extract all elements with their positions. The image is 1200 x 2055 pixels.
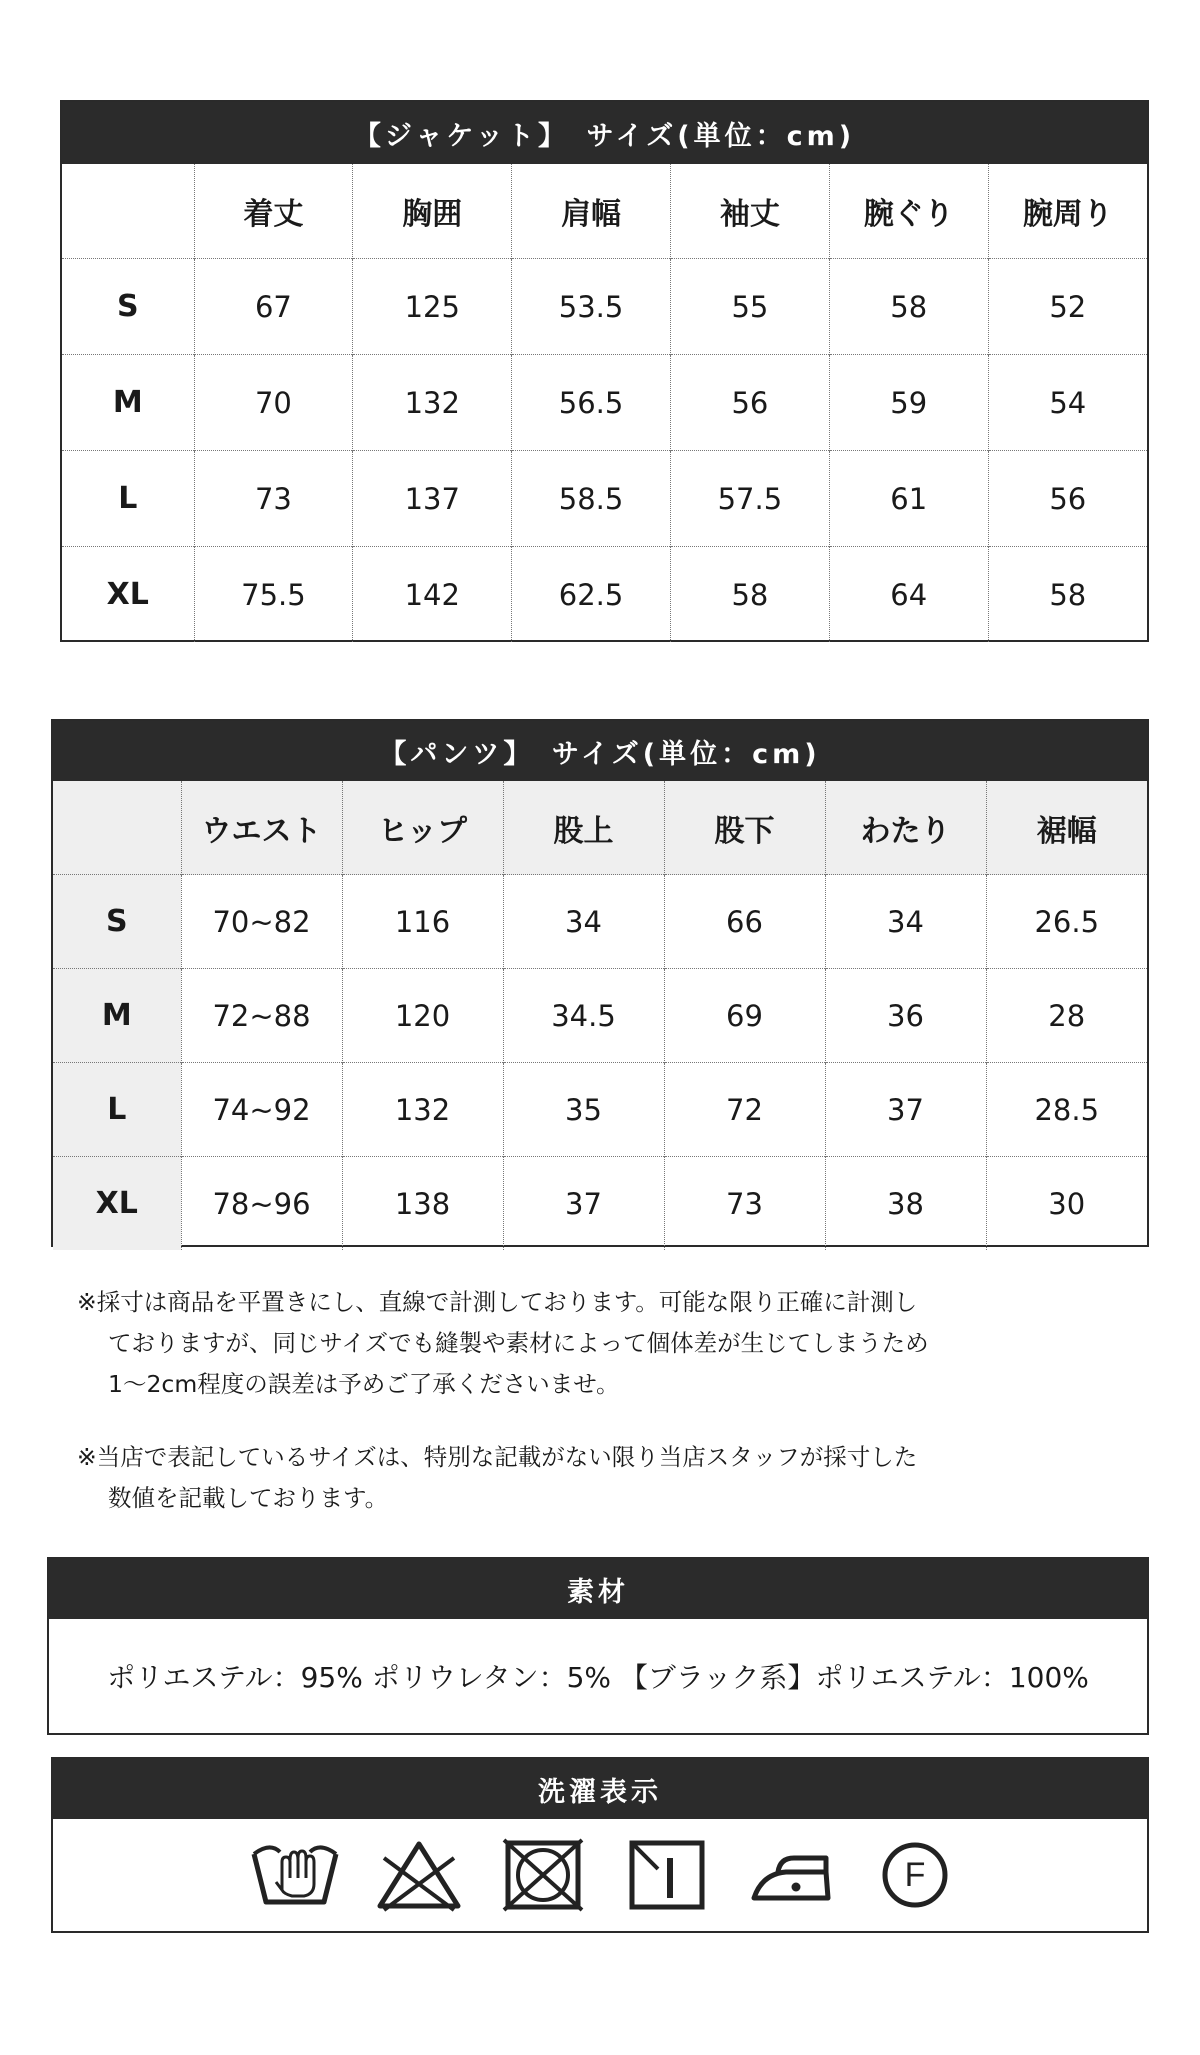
- table-cell: 73: [664, 1157, 825, 1251]
- line-dry-shade-icon: [622, 1838, 712, 1912]
- column-header: 股下: [664, 781, 825, 875]
- table-cell: 36: [825, 969, 986, 1063]
- table-cell: 59: [829, 355, 988, 451]
- pants-size-table: [51, 719, 1149, 1247]
- header-corner-cell: [53, 781, 181, 875]
- table-header-row: [62, 164, 1147, 259]
- column-header: 肩幅: [512, 164, 671, 259]
- table-cell: 37: [503, 1157, 664, 1251]
- table-cell: 120: [342, 969, 503, 1063]
- table-row: [62, 355, 1147, 451]
- column-header: ヒップ: [342, 781, 503, 875]
- table-cell: 69: [664, 969, 825, 1063]
- iron-low-icon: [746, 1838, 836, 1912]
- table-cell: 75.5: [194, 547, 353, 643]
- table-cell: 138: [342, 1157, 503, 1251]
- table-cell: 35: [503, 1063, 664, 1157]
- column-header: 腕ぐり: [829, 164, 988, 259]
- table-cell: 67: [194, 259, 353, 355]
- table-row: [62, 451, 1147, 547]
- table-cell: 58.5: [512, 451, 671, 547]
- note-line: ておりますが、同じサイズでも縫製や素材によって個体差が生じてしまうため: [108, 1329, 929, 1357]
- header-corner-cell: [62, 164, 194, 259]
- size-label: L: [53, 1063, 181, 1157]
- table-cell: 58: [670, 547, 829, 643]
- table-cell: 26.5: [986, 875, 1147, 969]
- pants-table-title: 【パンツ】 サイズ(単位：cm): [53, 721, 1147, 781]
- table-cell: 57.5: [670, 451, 829, 547]
- table-cell: 56.5: [512, 355, 671, 451]
- pants-table: [53, 781, 1147, 1250]
- table-cell: 132: [353, 355, 512, 451]
- table-cell: 34: [503, 875, 664, 969]
- jacket-size-table: [60, 100, 1149, 642]
- note-line: 数値を記載しております。: [108, 1484, 389, 1512]
- table-cell: 74~92: [181, 1063, 342, 1157]
- table-cell: 137: [353, 451, 512, 547]
- table-cell: 125: [353, 259, 512, 355]
- table-row: [53, 1063, 1147, 1157]
- table-cell: 28: [986, 969, 1147, 1063]
- table-cell: 73: [194, 451, 353, 547]
- care-icons: [53, 1819, 1147, 1931]
- column-header: 股上: [503, 781, 664, 875]
- jacket-table: [62, 164, 1147, 642]
- column-header: 胸囲: [353, 164, 512, 259]
- table-cell: 62.5: [512, 547, 671, 643]
- table-cell: 55: [670, 259, 829, 355]
- table-cell: 53.5: [512, 259, 671, 355]
- material-section: [47, 1557, 1149, 1735]
- column-header: 着丈: [194, 164, 353, 259]
- table-cell: 34.5: [503, 969, 664, 1063]
- table-cell: 56: [670, 355, 829, 451]
- table-cell: 54: [988, 355, 1147, 451]
- column-header: 腕周り: [988, 164, 1147, 259]
- size-label: M: [53, 969, 181, 1063]
- no-bleach-icon: [374, 1838, 464, 1912]
- care-section: [51, 1757, 1149, 1933]
- table-cell: 116: [342, 875, 503, 969]
- table-cell: 132: [342, 1063, 503, 1157]
- table-cell: 58: [829, 259, 988, 355]
- table-row: [53, 1157, 1147, 1251]
- table-row: [62, 547, 1147, 643]
- dry-clean-f-icon: [870, 1838, 960, 1912]
- table-row: [53, 875, 1147, 969]
- table-cell: 28.5: [986, 1063, 1147, 1157]
- note-line: 1～2cm程度の誤差は予めご了承くださいませ。: [108, 1370, 620, 1398]
- table-cell: 70~82: [181, 875, 342, 969]
- material-text: ポリエステル：95% ポリウレタン：5% 【ブラック系】ポリエステル：100%: [107, 1661, 1089, 1694]
- table-cell: 52: [988, 259, 1147, 355]
- size-label: L: [62, 451, 194, 547]
- table-cell: 64: [829, 547, 988, 643]
- table-cell: 38: [825, 1157, 986, 1251]
- table-header-row: [53, 781, 1147, 875]
- dry-clean-letter: F: [904, 1856, 926, 1894]
- column-header: 袖丈: [670, 164, 829, 259]
- measurement-note: [77, 1282, 929, 1405]
- size-label: M: [62, 355, 194, 451]
- size-label: S: [53, 875, 181, 969]
- table-cell: 72: [664, 1063, 825, 1157]
- table-cell: 30: [986, 1157, 1147, 1251]
- jacket-table-title: 【ジャケット】 サイズ(単位：cm): [62, 102, 1147, 164]
- table-cell: 142: [353, 547, 512, 643]
- material-title: 素材: [49, 1559, 1147, 1619]
- hand-wash-icon: [250, 1838, 340, 1912]
- size-note: [77, 1437, 917, 1519]
- column-header: わたり: [825, 781, 986, 875]
- care-title: 洗濯表示: [53, 1759, 1147, 1819]
- table-cell: 61: [829, 451, 988, 547]
- table-cell: 34: [825, 875, 986, 969]
- column-header: 裾幅: [986, 781, 1147, 875]
- table-cell: 70: [194, 355, 353, 451]
- table-cell: 72~88: [181, 969, 342, 1063]
- table-cell: 56: [988, 451, 1147, 547]
- table-row: [53, 969, 1147, 1063]
- note-line: ※当店で表記しているサイズは、特別な記載がない限り当店スタッフが採寸した: [77, 1443, 918, 1471]
- table-cell: 37: [825, 1063, 986, 1157]
- size-label: S: [62, 259, 194, 355]
- column-header: ウエスト: [181, 781, 342, 875]
- note-line: ※採寸は商品を平置きにし、直線で計測しております。可能な限り正確に計測し: [77, 1288, 918, 1316]
- table-cell: 66: [664, 875, 825, 969]
- size-label: XL: [62, 547, 194, 643]
- table-cell: 58: [988, 547, 1147, 643]
- table-row: [62, 259, 1147, 355]
- no-tumble-dry-icon: [498, 1838, 588, 1912]
- table-cell: 78~96: [181, 1157, 342, 1251]
- size-label: XL: [53, 1157, 181, 1251]
